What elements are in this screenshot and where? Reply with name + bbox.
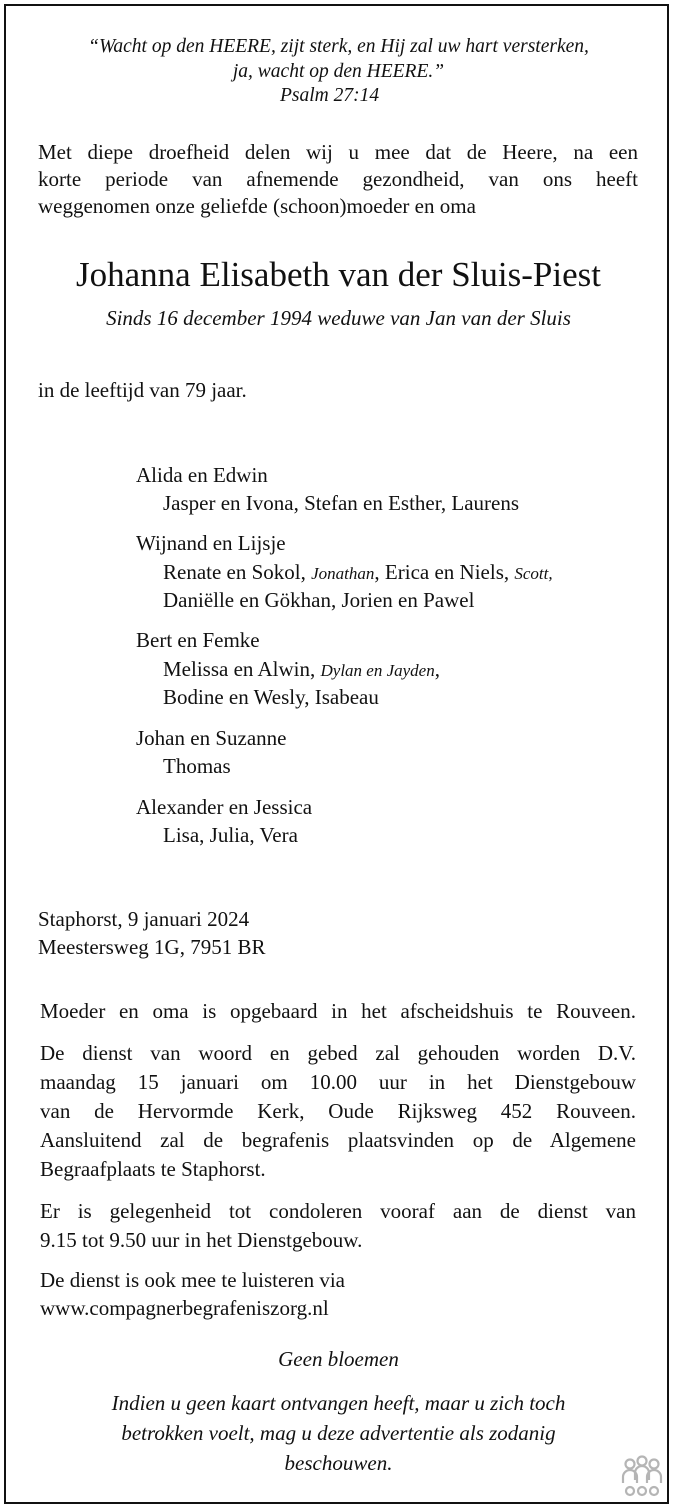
family-children: Thomas [163, 754, 231, 778]
details-p4-line1: De dienst is ook mee te luisteren via [40, 1268, 346, 1292]
family-parents: Bert en Femke [136, 628, 260, 652]
details-p1: Moeder en oma is opgebaard in het afscheidshuis te Rouveen. [40, 999, 636, 1023]
verse-line-1: “Wacht op den HEERE, zijt sterk, en Hij zal uw hart versterken, [88, 36, 589, 57]
details-p2-line1: De dienst van woord en gebed zal gehouden worden D.V. [40, 1041, 636, 1065]
family-children: Lisa, Julia, Vera [163, 823, 298, 847]
family-parents: Wijnand en Lijsje [136, 531, 286, 555]
family-children-part: Renate en Sokol, [163, 560, 312, 584]
family-children-part: , Erica en Niels, [374, 560, 515, 584]
details-p2-line5: Begraafplaats te Staphorst. [40, 1157, 266, 1181]
details-p2-line4: Aansluitend zal de begrafenis plaatsvinden op de Algemene [40, 1128, 636, 1152]
details-p3-line1: Er is gelegenheid tot condoleren vooraf aan de dienst van [40, 1199, 636, 1223]
family-children: Jasper en Ivona, Stefan en Esther, Laurens [163, 491, 520, 515]
great-grandchild: Jonathan [311, 564, 375, 583]
great-grandchild: Dylan en Jayden [320, 661, 435, 680]
great-grandchild: Scott, [514, 564, 553, 583]
family-children: Daniëlle en Gökhan, Jorien en Pawel [163, 588, 475, 612]
family-children [163, 560, 553, 585]
family-children-part: , [434, 657, 440, 681]
family-children [163, 657, 440, 682]
family-children-part: Melissa en Alwin, [163, 657, 321, 681]
age-line: in de leeftijd van 79 jaar. [38, 378, 247, 402]
widow-subtitle: Sinds 16 december 1994 weduwe van Jan van der Sluis [106, 306, 571, 330]
family-parents: Alida en Edwin [136, 463, 268, 487]
closing-note-line-2: betrokken voelt, mag u deze advertentie als zodanig [121, 1421, 556, 1445]
details-p2-line3: van de Hervormde Kerk, Oude Rijksweg 452 Rouveen. [40, 1099, 636, 1123]
announcement-line-1: Met diepe droefheid delen wij u mee dat de Heere, na een [38, 140, 638, 164]
details-p3-line2: 9.15 tot 9.50 uur in het Dienstgebouw. [40, 1228, 363, 1252]
closing-note-line-1: Indien u geen kaart ontvangen heeft, maar u zich toch [111, 1391, 566, 1415]
announcement-line-3: weggenomen onze geliefde (schoon)moeder en oma [38, 194, 476, 218]
verse-reference: Psalm 27:14 [280, 85, 380, 106]
family-children: Bodine en Wesly, Isabeau [163, 685, 379, 709]
family-parents: Johan en Suzanne [136, 726, 287, 750]
family-parents: Alexander en Jessica [136, 795, 313, 819]
details-p2-line2: maandag 15 januari om 10.00 uur in het Dienstgebouw [40, 1070, 636, 1094]
no-flowers: Geen bloemen [278, 1347, 399, 1371]
verse-line-2: ja, wacht op den HEERE.” [232, 61, 445, 82]
street-address: Meestersweg 1G, 7951 BR [38, 935, 266, 959]
website-link[interactable]: www.compagnerbegrafeniszorg.nl [40, 1296, 329, 1320]
deceased-name: Johanna Elisabeth van der Sluis-Piest [76, 255, 601, 294]
closing-note-line-3: beschouwen. [284, 1451, 393, 1475]
announcement-line-2: korte periode van afnemende gezondheid, van ons heeft [38, 167, 638, 191]
place-date: Staphorst, 9 januari 2024 [38, 907, 250, 931]
people-group-icon [618, 1453, 666, 1499]
